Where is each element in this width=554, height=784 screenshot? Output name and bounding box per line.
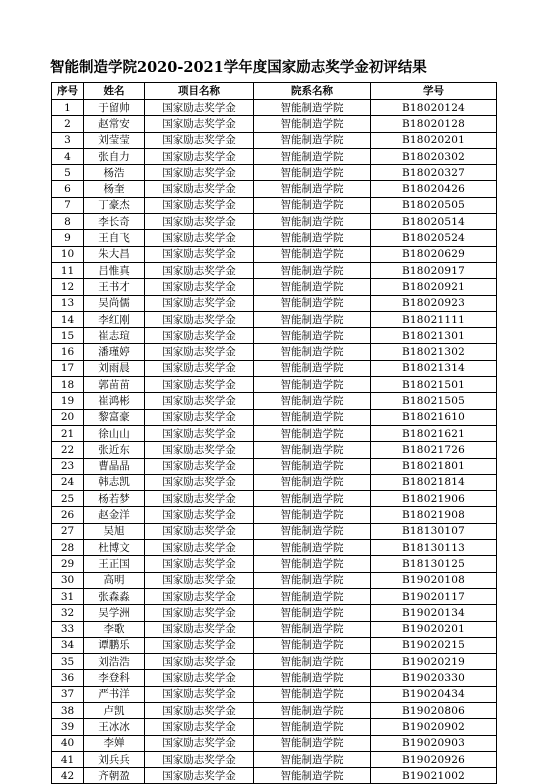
cell-index: 13 [52, 295, 84, 311]
cell-project: 国家励志奖学金 [145, 442, 254, 458]
cell-name: 丁豪杰 [84, 197, 145, 213]
cell-name: 吕惟真 [84, 262, 145, 278]
cell-department: 智能制造学院 [254, 214, 371, 230]
table-body [52, 100, 497, 784]
cell-project: 国家励志奖学金 [145, 458, 254, 474]
table-row [52, 686, 497, 702]
cell-project: 国家励志奖学金 [145, 344, 254, 360]
cell-department: 智能制造学院 [254, 670, 371, 686]
cell-index: 41 [52, 751, 84, 767]
cell-index: 14 [52, 311, 84, 327]
cell-name: 李歌 [84, 621, 145, 637]
cell-student-id: B19020330 [371, 670, 497, 686]
cell-student-id: B18021801 [371, 458, 497, 474]
cell-student-id: B18020302 [371, 148, 497, 164]
table-row [52, 165, 497, 181]
table-header-row [52, 83, 497, 100]
cell-student-id: B18020426 [371, 181, 497, 197]
cell-student-id: B19020201 [371, 621, 497, 637]
cell-student-id: B19020806 [371, 702, 497, 718]
cell-index: 16 [52, 344, 84, 360]
cell-name: 王书才 [84, 279, 145, 295]
cell-index: 22 [52, 442, 84, 458]
cell-index: 31 [52, 588, 84, 604]
cell-project: 国家励志奖学金 [145, 719, 254, 735]
header-project: 项目名称 [145, 83, 254, 100]
cell-department: 智能制造学院 [254, 409, 371, 425]
cell-student-id: B19020926 [371, 751, 497, 767]
cell-index: 6 [52, 181, 84, 197]
cell-index: 1 [52, 100, 84, 116]
cell-department: 智能制造学院 [254, 165, 371, 181]
cell-index: 30 [52, 572, 84, 588]
table-row [52, 442, 497, 458]
cell-department: 智能制造学院 [254, 605, 371, 621]
cell-name: 王冰冰 [84, 719, 145, 735]
cell-project: 国家励志奖学金 [145, 425, 254, 441]
cell-project: 国家励志奖学金 [145, 377, 254, 393]
cell-department: 智能制造学院 [254, 654, 371, 670]
cell-name: 于留帅 [84, 100, 145, 116]
cell-project: 国家励志奖学金 [145, 246, 254, 262]
cell-index: 7 [52, 197, 84, 213]
cell-name: 崔鸿彬 [84, 393, 145, 409]
table-row [52, 588, 497, 604]
cell-index: 27 [52, 523, 84, 539]
cell-department: 智能制造学院 [254, 458, 371, 474]
table-row [52, 637, 497, 653]
cell-department: 智能制造学院 [254, 719, 371, 735]
cell-project: 国家励志奖学金 [145, 197, 254, 213]
cell-student-id: B18130107 [371, 523, 497, 539]
cell-name: 杨奎 [84, 181, 145, 197]
cell-name: 王正国 [84, 556, 145, 572]
cell-department: 智能制造学院 [254, 588, 371, 604]
cell-project: 国家励志奖学金 [145, 735, 254, 751]
cell-student-id: B18021621 [371, 425, 497, 441]
table-row [52, 572, 497, 588]
table-row [52, 523, 497, 539]
table-row [52, 197, 497, 213]
cell-department: 智能制造学院 [254, 148, 371, 164]
cell-index: 38 [52, 702, 84, 718]
cell-project: 国家励志奖学金 [145, 523, 254, 539]
cell-department: 智能制造学院 [254, 181, 371, 197]
cell-student-id: B18021814 [371, 474, 497, 490]
cell-student-id: B18020327 [371, 165, 497, 181]
cell-project: 国家励志奖学金 [145, 556, 254, 572]
table-row [52, 409, 497, 425]
cell-department: 智能制造学院 [254, 132, 371, 148]
cell-department: 智能制造学院 [254, 686, 371, 702]
table-row [52, 279, 497, 295]
table-row [52, 377, 497, 393]
cell-index: 8 [52, 214, 84, 230]
cell-department: 智能制造学院 [254, 474, 371, 490]
cell-name: 赵金洋 [84, 507, 145, 523]
cell-project: 国家励志奖学金 [145, 214, 254, 230]
cell-index: 4 [52, 148, 84, 164]
cell-index: 21 [52, 425, 84, 441]
cell-department: 智能制造学院 [254, 556, 371, 572]
cell-project: 国家励志奖学金 [145, 262, 254, 278]
cell-index: 12 [52, 279, 84, 295]
cell-student-id: B18020514 [371, 214, 497, 230]
cell-name: 李红刚 [84, 311, 145, 327]
cell-student-id: B18021111 [371, 311, 497, 327]
cell-project: 国家励志奖学金 [145, 116, 254, 132]
cell-student-id: B18130113 [371, 540, 497, 556]
cell-student-id: B19020434 [371, 686, 497, 702]
cell-student-id: B18020201 [371, 132, 497, 148]
cell-project: 国家励志奖学金 [145, 572, 254, 588]
cell-name: 杨若梦 [84, 491, 145, 507]
cell-department: 智能制造学院 [254, 344, 371, 360]
cell-department: 智能制造学院 [254, 735, 371, 751]
cell-project: 国家励志奖学金 [145, 393, 254, 409]
cell-name: 吴旭 [84, 523, 145, 539]
cell-name: 赵常安 [84, 116, 145, 132]
cell-index: 37 [52, 686, 84, 702]
cell-name: 潘瑾婷 [84, 344, 145, 360]
cell-department: 智能制造学院 [254, 507, 371, 523]
cell-project: 国家励志奖学金 [145, 295, 254, 311]
cell-student-id: B19020134 [371, 605, 497, 621]
cell-department: 智能制造学院 [254, 523, 371, 539]
table-row [52, 474, 497, 490]
cell-name: 卢凯 [84, 702, 145, 718]
cell-student-id: B18021314 [371, 360, 497, 376]
cell-project: 国家励志奖学金 [145, 491, 254, 507]
cell-name: 吴学洲 [84, 605, 145, 621]
cell-student-id: B18021726 [371, 442, 497, 458]
header-name: 姓名 [84, 83, 145, 100]
table-row [52, 181, 497, 197]
cell-index: 2 [52, 116, 84, 132]
cell-student-id: B19021002 [371, 768, 497, 784]
cell-department: 智能制造学院 [254, 197, 371, 213]
cell-name: 吴尚儒 [84, 295, 145, 311]
cell-project: 国家励志奖学金 [145, 165, 254, 181]
cell-department: 智能制造学院 [254, 540, 371, 556]
table-row [52, 262, 497, 278]
cell-student-id: B18020629 [371, 246, 497, 262]
cell-student-id: B18021501 [371, 377, 497, 393]
cell-name: 张自力 [84, 148, 145, 164]
cell-index: 35 [52, 654, 84, 670]
cell-project: 国家励志奖学金 [145, 474, 254, 490]
table-row [52, 621, 497, 637]
cell-name: 李婵 [84, 735, 145, 751]
table-row [52, 540, 497, 556]
cell-index: 28 [52, 540, 84, 556]
cell-department: 智能制造学院 [254, 246, 371, 262]
cell-student-id: B19020215 [371, 637, 497, 653]
cell-index: 3 [52, 132, 84, 148]
cell-name: 郭苗苗 [84, 377, 145, 393]
cell-index: 18 [52, 377, 84, 393]
cell-student-id: B19020902 [371, 719, 497, 735]
cell-project: 国家励志奖学金 [145, 654, 254, 670]
cell-name: 徐山山 [84, 425, 145, 441]
cell-student-id: B18021302 [371, 344, 497, 360]
cell-name: 谭鹏乐 [84, 637, 145, 653]
cell-department: 智能制造学院 [254, 572, 371, 588]
cell-department: 智能制造学院 [254, 491, 371, 507]
cell-department: 智能制造学院 [254, 279, 371, 295]
cell-department: 智能制造学院 [254, 393, 371, 409]
cell-department: 智能制造学院 [254, 425, 371, 441]
cell-name: 刘雨晨 [84, 360, 145, 376]
cell-name: 崔志瑄 [84, 328, 145, 344]
cell-index: 17 [52, 360, 84, 376]
cell-project: 国家励志奖学金 [145, 409, 254, 425]
table-row [52, 605, 497, 621]
table-row [52, 719, 497, 735]
table-row [52, 132, 497, 148]
cell-index: 33 [52, 621, 84, 637]
cell-student-id: B19020903 [371, 735, 497, 751]
cell-department: 智能制造学院 [254, 377, 371, 393]
table-row [52, 425, 497, 441]
cell-index: 19 [52, 393, 84, 409]
cell-project: 国家励志奖学金 [145, 621, 254, 637]
cell-name: 王自飞 [84, 230, 145, 246]
cell-project: 国家励志奖学金 [145, 751, 254, 767]
cell-name: 刘莹莹 [84, 132, 145, 148]
cell-index: 36 [52, 670, 84, 686]
cell-student-id: B18021505 [371, 393, 497, 409]
table-row [52, 246, 497, 262]
cell-index: 25 [52, 491, 84, 507]
cell-name: 杨浩 [84, 165, 145, 181]
cell-student-id: B18021906 [371, 491, 497, 507]
cell-name: 曹晶晶 [84, 458, 145, 474]
header-department: 院系名称 [254, 83, 371, 100]
table-row [52, 556, 497, 572]
cell-student-id: B19020219 [371, 654, 497, 670]
cell-index: 42 [52, 768, 84, 784]
header-student-id: 学号 [371, 83, 497, 100]
cell-student-id: B18020917 [371, 262, 497, 278]
cell-project: 国家励志奖学金 [145, 670, 254, 686]
cell-project: 国家励志奖学金 [145, 702, 254, 718]
cell-name: 严书洋 [84, 686, 145, 702]
table-row [52, 311, 497, 327]
cell-student-id: B18021908 [371, 507, 497, 523]
cell-department: 智能制造学院 [254, 230, 371, 246]
cell-project: 国家励志奖学金 [145, 605, 254, 621]
cell-index: 29 [52, 556, 84, 572]
table-row [52, 214, 497, 230]
cell-project: 国家励志奖学金 [145, 328, 254, 344]
document-title: 智能制造学院2020-2021学年度国家励志奖学金初评结果 [50, 59, 427, 76]
cell-department: 智能制造学院 [254, 328, 371, 344]
cell-index: 10 [52, 246, 84, 262]
cell-project: 国家励志奖学金 [145, 100, 254, 116]
cell-student-id: B18021301 [371, 328, 497, 344]
table-row [52, 768, 497, 784]
table-row [52, 702, 497, 718]
table-row [52, 295, 497, 311]
cell-project: 国家励志奖学金 [145, 588, 254, 604]
cell-name: 杜博文 [84, 540, 145, 556]
cell-project: 国家励志奖学金 [145, 148, 254, 164]
cell-name: 张森淼 [84, 588, 145, 604]
cell-department: 智能制造学院 [254, 751, 371, 767]
table-row [52, 751, 497, 767]
table-row [52, 116, 497, 132]
cell-index: 24 [52, 474, 84, 490]
cell-index: 32 [52, 605, 84, 621]
table-row [52, 491, 497, 507]
cell-name: 刘浩浩 [84, 654, 145, 670]
table-row [52, 100, 497, 116]
table-row [52, 328, 497, 344]
cell-index: 5 [52, 165, 84, 181]
cell-name: 高明 [84, 572, 145, 588]
cell-index: 40 [52, 735, 84, 751]
cell-index: 15 [52, 328, 84, 344]
table-row [52, 344, 497, 360]
table-row [52, 230, 497, 246]
cell-project: 国家励志奖学金 [145, 132, 254, 148]
cell-project: 国家励志奖学金 [145, 181, 254, 197]
cell-department: 智能制造学院 [254, 621, 371, 637]
cell-project: 国家励志奖学金 [145, 279, 254, 295]
table-row [52, 507, 497, 523]
cell-project: 国家励志奖学金 [145, 311, 254, 327]
cell-name: 韩志凯 [84, 474, 145, 490]
cell-department: 智能制造学院 [254, 360, 371, 376]
cell-index: 34 [52, 637, 84, 653]
scholarship-table [51, 82, 497, 784]
cell-student-id: B18130125 [371, 556, 497, 572]
cell-name: 刘兵兵 [84, 751, 145, 767]
cell-project: 国家励志奖学金 [145, 507, 254, 523]
cell-department: 智能制造学院 [254, 442, 371, 458]
cell-student-id: B18021610 [371, 409, 497, 425]
cell-name: 齐朝盈 [84, 768, 145, 784]
cell-index: 39 [52, 719, 84, 735]
table-row [52, 148, 497, 164]
cell-department: 智能制造学院 [254, 702, 371, 718]
table-row [52, 360, 497, 376]
cell-department: 智能制造学院 [254, 637, 371, 653]
cell-student-id: B19020117 [371, 588, 497, 604]
cell-department: 智能制造学院 [254, 116, 371, 132]
cell-project: 国家励志奖学金 [145, 360, 254, 376]
cell-student-id: B18020128 [371, 116, 497, 132]
cell-department: 智能制造学院 [254, 262, 371, 278]
cell-name: 李长奇 [84, 214, 145, 230]
cell-name: 张近东 [84, 442, 145, 458]
cell-project: 国家励志奖学金 [145, 686, 254, 702]
cell-index: 23 [52, 458, 84, 474]
cell-student-id: B18020923 [371, 295, 497, 311]
cell-name: 李登科 [84, 670, 145, 686]
table-row [52, 458, 497, 474]
cell-name: 朱大昌 [84, 246, 145, 262]
cell-index: 20 [52, 409, 84, 425]
table-row [52, 654, 497, 670]
cell-project: 国家励志奖学金 [145, 768, 254, 784]
cell-student-id: B18020921 [371, 279, 497, 295]
cell-student-id: B18020524 [371, 230, 497, 246]
cell-name: 黎富豪 [84, 409, 145, 425]
cell-index: 26 [52, 507, 84, 523]
table-row [52, 393, 497, 409]
cell-student-id: B18020505 [371, 197, 497, 213]
cell-index: 11 [52, 262, 84, 278]
header-index: 序号 [52, 83, 84, 100]
cell-department: 智能制造学院 [254, 768, 371, 784]
cell-project: 国家励志奖学金 [145, 637, 254, 653]
cell-department: 智能制造学院 [254, 100, 371, 116]
cell-department: 智能制造学院 [254, 295, 371, 311]
table-row [52, 670, 497, 686]
cell-student-id: B19020108 [371, 572, 497, 588]
cell-project: 国家励志奖学金 [145, 540, 254, 556]
cell-project: 国家励志奖学金 [145, 230, 254, 246]
table-row [52, 735, 497, 751]
cell-index: 9 [52, 230, 84, 246]
cell-student-id: B18020124 [371, 100, 497, 116]
cell-department: 智能制造学院 [254, 311, 371, 327]
